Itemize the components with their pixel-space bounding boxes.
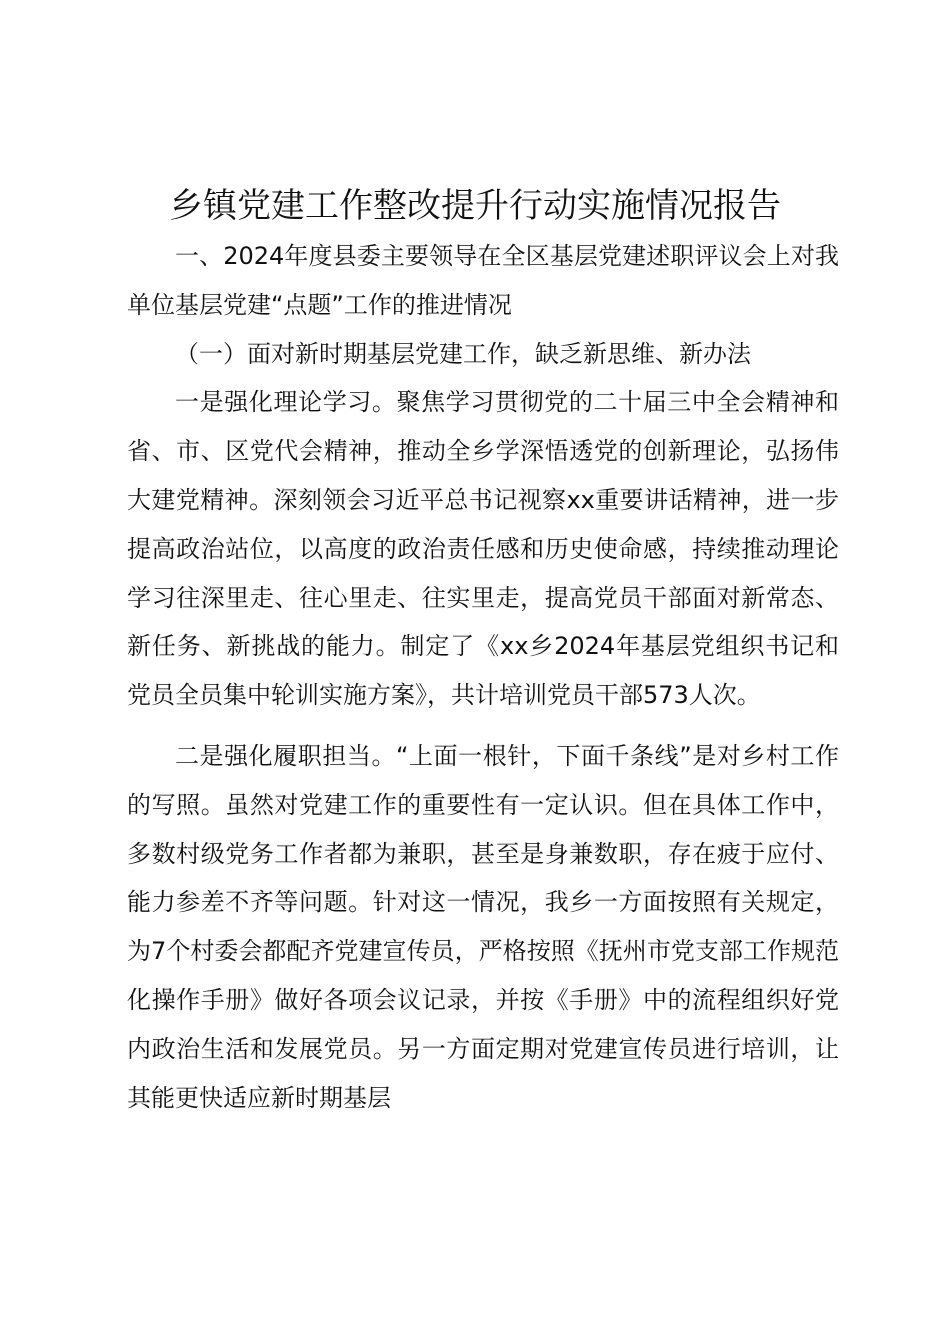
paragraph-duty-responsibility: 二是强化履职担当。“上面一根针，下面千条线”是对乡村工作的写照。虽然对党建工作的重要性有一定认识。但在具体工作中，多数村级党务工作者都为兼职，甚至是身兼数职，存在疲于应付、能力参差不齐等问题。针对这一情况，我乡一方面按照有关规定，为7个村委会都配齐党建宣传员，严格按照《抚州市党支部工作规范化操作手册》做好各项会议记录，并按《手册》中的流程组织好党内政治生活和发展党员。另一方面定期对党建宣传员进行培训，让其能更快适应新时期基层 <box>127 741 839 1112</box>
section-heading-1: 一、2024年度县委主要领导在全区基层党建述职评议会上对我单位基层党建“点题”工作的推进情况 <box>127 242 839 319</box>
paragraph-theory-study: 一是强化理论学习。聚焦学习贯彻党的二十届三中全会精神和省、市、区党代会精神，推动全乡学深悟透党的创新理论，弘扬伟大建党精神。深刻领会习近平总书记视察xx重要讲话精神，进一步提高政治站位，以高度的政治责任感和历史使命感，持续推动理论学习往深里走、往心里走、往实里走，提高党员干部面对新常态、新任务、新挑战的能力。制定了《xx乡2024年基层党组织书记和党员全员集中轮训实施方案》，共计培训党员干部573人次。 <box>127 388 839 710</box>
document-body <box>127 232 839 1122</box>
subsection-heading-1: （一）面对新时期基层党建工作，缺乏新思维、新办法 <box>175 339 751 368</box>
document-title: 乡镇党建工作整改提升行动实施情况报告 <box>169 186 781 226</box>
